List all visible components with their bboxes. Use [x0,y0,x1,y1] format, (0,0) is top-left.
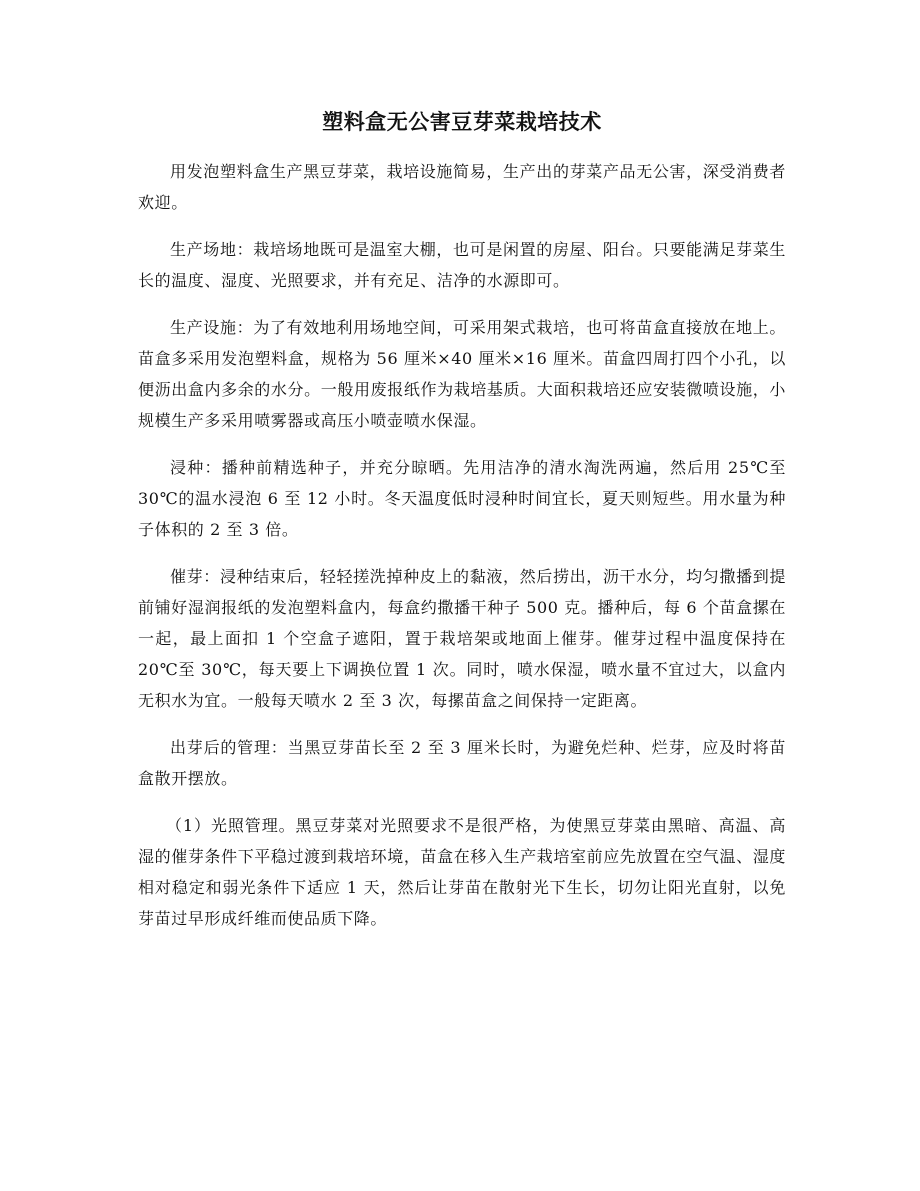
document-title: 塑料盒无公害豆芽菜栽培技术 [322,109,602,134]
paragraph-light-management: （1）光照管理。黑豆芽菜对光照要求不是很严格，为使黑豆芽菜由黑暗、高温、高湿的催芽条件下平稳过渡到栽培环境，苗盒在移入生产栽培室前应先放置在空气温、湿度相对稳定和弱光条件下适应 1 天，然后让芽苗在散射光下生长，切勿让阳光直射，以免芽苗过早形成纤维而使品质下降。 [138,816,786,928]
paragraph-germination: 催芽：浸种结束后，轻轻搓洗掉种皮上的黏液，然后捞出，沥干水分，均匀撒播到提前铺好湿润报纸的发泡塑料盒内，每盒约撒播干种子 500 克。播种后，每 6 个苗盒摞在一起，最上面扣 1 个空盒子遮阳，置于栽培架或地面上催芽。催芽过程中温度保持在 20℃至 30℃，每天要上下调换位置 1 次。同时，喷水保湿，喷水量不宜过大，以盒内无积水为宜。一般每天喷水 2 至 3 次，每摞苗盒之间保持一定距离。 [138,567,786,710]
paragraph-production-facilities: 生产设施：为了有效地利用场地空间，可采用架式栽培，也可将苗盒直接放在地上。苗盒多采用发泡塑料盒，规格为 56 厘米×40 厘米×16 厘米。苗盒四周打四个小孔，以便沥出盒内多余的水分。一般用废报纸作为栽培基质。大面积栽培还应安装微喷设施，小规模生产多采用喷雾器或高压小喷壶喷水保湿。 [138,318,786,430]
paragraph-production-site: 生产场地：栽培场地既可是温室大棚，也可是闲置的房屋、阳台。只要能满足芽菜生长的温度、湿度、光照要求，并有充足、洁净的水源即可。 [138,240,786,290]
paragraph-intro: 用发泡塑料盒生产黑豆芽菜，栽培设施简易，生产出的芽菜产品无公害，深受消费者欢迎。 [138,162,786,212]
document-body [138,106,786,950]
paragraph-seed-soaking: 浸种：播种前精选种子，并充分晾晒。先用洁净的清水淘洗两遍，然后用 25℃至 30℃的温水浸泡 6 至 12 小时。冬天温度低时浸种时间宜长，夏天则短些。用水量为种子体积的 2 至 3 倍。 [138,458,786,539]
paragraph-post-sprouting: 出芽后的管理：当黑豆芽苗长至 2 至 3 厘米长时，为避免烂种、烂芽，应及时将苗盒散开摆放。 [138,738,786,788]
